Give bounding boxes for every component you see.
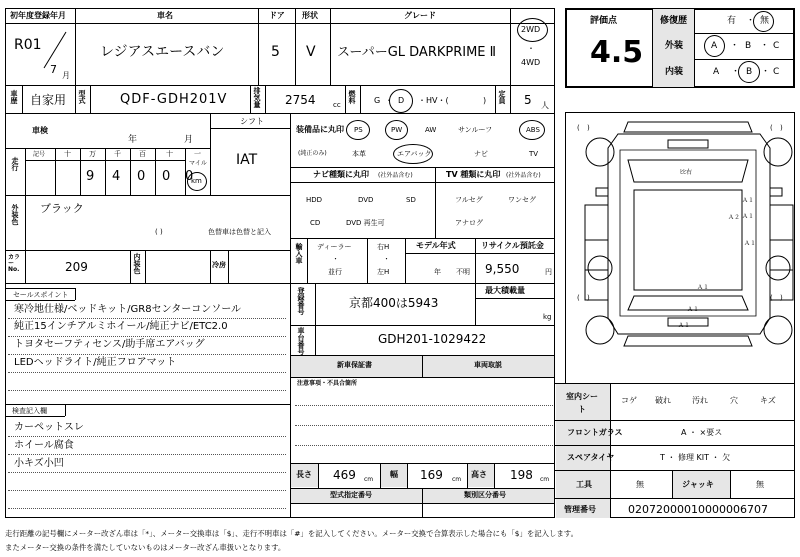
- nav-dvd: DVD: [358, 196, 374, 204]
- equip-airbag: エアバック: [397, 150, 432, 158]
- height-unit: cm: [540, 476, 550, 483]
- digit-header-1: 十: [64, 150, 71, 158]
- interior-option-dot2: ・: [761, 67, 771, 77]
- model-year-unknown: 不明: [456, 268, 470, 276]
- nav-hdd: HDD: [306, 196, 323, 204]
- model-value: QDF-GDH201V: [120, 92, 228, 107]
- exterior-option-c: C: [773, 41, 780, 51]
- jack-value: 無: [756, 480, 764, 489]
- inspection-year-unit: 年: [128, 135, 138, 145]
- import-left-h: 左H: [377, 268, 390, 276]
- digit-header-4: 百: [139, 150, 146, 158]
- spare-value: T ・ 修理 KIT ・ 欠: [660, 453, 731, 462]
- km-label: km: [191, 177, 202, 185]
- tools-value: 無: [636, 480, 644, 489]
- equipment-label: 装備品に丸印: [296, 125, 344, 134]
- sales-point-3: トヨタセーフティセンス/助手席エアバッグ: [14, 339, 205, 350]
- first-reg-month: 7: [50, 63, 57, 76]
- color-label: 外装色: [11, 204, 19, 225]
- sheet-stain: 汚れ: [692, 396, 708, 405]
- manual-label: 車両取説: [474, 361, 502, 369]
- length-value: 469: [333, 468, 356, 482]
- color-paren: ( ): [155, 228, 163, 236]
- fuel-g: G: [374, 96, 381, 105]
- chassis-value: GDH201-1029422: [378, 332, 487, 346]
- fuel-dot: ・: [385, 96, 393, 105]
- shift-value: IAT: [236, 152, 258, 168]
- interior-option-c: C: [773, 67, 780, 77]
- width-unit: cm: [452, 476, 462, 483]
- class-label: 類別区分番号: [464, 491, 506, 499]
- exterior-option-dot1: ・: [730, 41, 740, 51]
- mileage-symbol-label: 記号: [33, 151, 46, 158]
- plate-label: 登録番号: [297, 287, 305, 315]
- displacement-label: 排気量: [253, 87, 261, 108]
- interior-option-b: B: [746, 67, 753, 77]
- svg-text:(: (: [770, 124, 773, 132]
- sheet-scorch: コゲ: [621, 396, 637, 405]
- equipment-sublabel: (純正のみ): [298, 150, 327, 157]
- recycle-label: リサイクル預託金: [481, 241, 544, 250]
- interior-option-a: A: [713, 67, 720, 77]
- mileage-digit-3: 0: [137, 169, 146, 184]
- model-label: 型式: [78, 90, 86, 104]
- model-year-label: モデル年式: [416, 241, 456, 250]
- drive-dot: ・: [527, 44, 535, 53]
- import-dot: ・: [332, 255, 339, 263]
- warranty-label: 新車保証書: [337, 361, 372, 369]
- svg-text:): ): [780, 294, 783, 302]
- svg-text:): ): [780, 124, 783, 132]
- sales-point-1: 寒冷地仕様/ベッドキット/GR8センターコンソール: [14, 304, 241, 315]
- recycle-value: 9,550: [485, 262, 520, 276]
- fuel-close: ): [483, 96, 487, 105]
- nav-title: ナビ種類に丸印: [313, 170, 369, 179]
- first-reg-label: 初年度登録年月: [10, 11, 66, 20]
- inspector-line-2: ホイール腐食: [14, 440, 74, 451]
- repair-option-dot: ・: [746, 16, 756, 26]
- first-reg-year: R01: [14, 37, 42, 53]
- shape-label: 形状: [302, 11, 318, 20]
- grade: スーパーGL DARKPRIME Ⅱ: [337, 45, 497, 60]
- repair-label: 修復歴: [660, 16, 688, 26]
- fuel-hv: ・HV・(: [418, 96, 449, 105]
- first-reg-month-unit: 月: [62, 71, 70, 80]
- grade-label: グレード: [404, 11, 436, 20]
- footer-note-2: またメーター交換の条件を満たしていないものはメーター改ざん車扱いとなります。: [5, 543, 286, 552]
- exterior-option-dot2: ・: [760, 41, 770, 51]
- tv-fullseg: フルセグ: [455, 196, 483, 204]
- repair-option-yes: 有: [727, 16, 737, 26]
- diagram-mark-1: Ａ１: [742, 197, 755, 204]
- import-right-h: 右H: [377, 243, 390, 251]
- score-label: 評価点: [590, 16, 618, 26]
- svg-text:): ): [587, 124, 590, 132]
- car-name-label: 車名: [157, 11, 173, 20]
- jack-label: ジャッキ: [682, 480, 714, 489]
- diagram-mark-7: Ａ１: [678, 322, 691, 329]
- score-value: 4.5: [590, 35, 644, 70]
- color-note: 色替車は色替と記入: [208, 228, 271, 236]
- mgmt-label: 管理番号: [564, 505, 596, 514]
- svg-text:(: (: [577, 124, 580, 132]
- import-dot2: ・: [383, 255, 390, 263]
- mileage-digit-2: 4: [112, 169, 121, 184]
- exterior-option-b: B: [745, 41, 752, 51]
- nav-dvd-play: DVD 再生可: [346, 219, 385, 227]
- equip-abs: ABS: [526, 126, 540, 134]
- sales-points-label: セールスポイント: [13, 291, 69, 299]
- fuel-label: 燃料: [348, 90, 356, 104]
- svg-text:): ): [587, 294, 590, 302]
- nav-cd: CD: [310, 219, 321, 227]
- plate-value: 京都400は5943: [349, 296, 439, 310]
- shift-label: シフト: [240, 117, 264, 126]
- sheet-hole: 穴: [730, 396, 738, 405]
- width-label: 幅: [390, 470, 398, 479]
- inspection-label: 車検: [32, 126, 48, 135]
- drive-4wd: 4WD: [521, 58, 541, 67]
- fuel-d: D: [398, 96, 405, 105]
- diagram-mark-note: ﾋﾋ右: [680, 169, 693, 176]
- tools-label: 工具: [576, 480, 592, 489]
- diagram-mark-4: Ａ２: [728, 214, 741, 221]
- digit-header-6: 一: [194, 150, 201, 158]
- recycle-unit: 円: [545, 268, 552, 276]
- svg-text:(: (: [770, 294, 773, 302]
- sales-point-2: 純正15インチアルミホイール/純正ナビ/ETC2.0: [14, 321, 228, 332]
- windshield-value: A ・ ×要ス: [681, 428, 723, 437]
- diagram-mark-6: Ａ１: [687, 306, 700, 313]
- diagram-mark-5: Ａ１: [697, 284, 710, 291]
- height-label: 高さ: [471, 470, 487, 479]
- equip-tv: TV: [529, 150, 539, 158]
- equip-ps: PS: [354, 126, 363, 134]
- mileage-digit-5: 0: [185, 169, 194, 184]
- equip-navi: ナビ: [474, 150, 488, 158]
- type-cert-label: 型式指定番号: [330, 491, 372, 499]
- repair-option-no: 無: [760, 16, 770, 26]
- tv-analog: アナログ: [455, 219, 483, 227]
- interior-option-dot1: ・: [731, 67, 741, 77]
- doors: 5: [271, 44, 280, 60]
- interior-label: 内装: [665, 67, 684, 77]
- notes-label: 注意事項・不具合箇所: [297, 380, 358, 387]
- svg-text:(: (: [577, 294, 580, 302]
- inspection-month-unit: 月: [184, 135, 194, 145]
- footer-note-1: 走行距離の記号欄にメーター改ざん車は「*」、メーター交換車は「$」、走行不明車は「#」を記入してください。メーター交換で合算表示した場合にも「$」を記入します。: [5, 529, 578, 538]
- mileage-label: 走行: [11, 157, 19, 171]
- exterior-label: 外装: [665, 41, 684, 51]
- capacity-unit: 人: [541, 101, 549, 110]
- mileage-digit-4: 0: [162, 169, 171, 184]
- diagram-mark-2: Ａ１: [742, 213, 755, 220]
- sheet-tear: 破れ: [655, 396, 671, 405]
- height-value: 198: [510, 468, 533, 482]
- digit-header-5: 十: [166, 150, 173, 158]
- tv-oneseg: ワンセグ: [508, 196, 536, 204]
- drive-2wd: 2WD: [521, 25, 541, 34]
- windshield-label: フロントガラス: [567, 428, 623, 437]
- color-value: ブラック: [40, 202, 84, 215]
- equip-sunroof: サンルーフ: [458, 126, 493, 134]
- usage-value: 自家用: [30, 93, 67, 107]
- aircon-label: 冷房: [212, 261, 226, 269]
- displacement-value: 2754: [285, 93, 316, 107]
- color-number: 209: [65, 260, 88, 274]
- nav-sd: SD: [406, 196, 416, 204]
- inspector-line-1: カーペットスレ: [14, 422, 84, 433]
- digit-header-2: 万: [89, 150, 96, 158]
- max-load-label: 最大積載量: [485, 286, 525, 295]
- door-label: ドア: [269, 11, 285, 20]
- interior-sheet-label: 室内シート: [566, 392, 598, 414]
- tv-title: TV 種類に丸印: [446, 170, 501, 179]
- interior-color-label: 内装色: [133, 253, 141, 274]
- equip-leather: 本革: [352, 150, 366, 158]
- import-dealer: ディーラー: [317, 243, 352, 251]
- length-unit: cm: [364, 476, 374, 483]
- displacement-unit: cc: [333, 101, 341, 109]
- chassis-label: 車台番号: [297, 327, 305, 355]
- equip-aw: AW: [425, 126, 437, 134]
- car-name: レジアスエースバン: [100, 44, 225, 60]
- color-number-label: カラーNo.: [8, 254, 21, 273]
- exterior-option-a: A: [711, 41, 718, 51]
- mileage-digit-1: 9: [86, 169, 95, 184]
- import-parallel: 並行: [328, 268, 342, 276]
- import-label: 輸入車: [295, 243, 303, 264]
- diagram-mark-3: Ａ１: [744, 240, 757, 247]
- mgmt-number: 02072000010000006707: [628, 503, 768, 516]
- length-label: 長さ: [296, 470, 312, 479]
- equip-pw: PW: [391, 126, 403, 134]
- spare-label: スペアタイヤ: [567, 453, 615, 462]
- capacity-label: 定員: [498, 90, 506, 104]
- nav-title-note: (社外品含む): [378, 172, 413, 179]
- mile-label: マイル: [189, 160, 207, 167]
- tv-title-note: (社外品含む): [506, 172, 541, 179]
- shape: V: [306, 44, 316, 60]
- sheet-scratch: キズ: [760, 396, 776, 405]
- digit-header-3: 千: [114, 150, 121, 158]
- capacity-value: 5: [524, 93, 532, 107]
- sales-point-4: LEDヘッドライト/純正フロアマット: [14, 357, 177, 368]
- model-year-unit: 年: [434, 268, 441, 276]
- max-load-unit: kg: [543, 313, 552, 321]
- usage-label: 車歴: [10, 90, 18, 104]
- width-value: 169: [420, 468, 443, 482]
- inspector-line-3: 小キズ小凹: [14, 458, 64, 469]
- inspector-label: 検査記入欄: [12, 407, 47, 415]
